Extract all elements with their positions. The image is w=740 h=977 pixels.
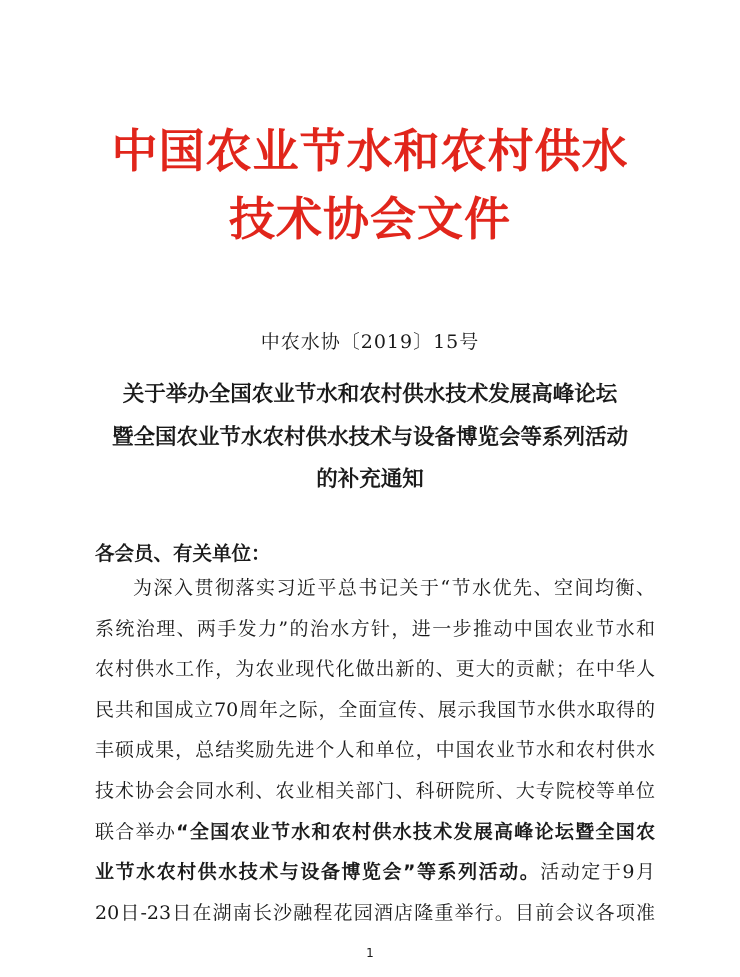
page-number: 1 [366,946,374,960]
document-number: 中农水协〔2019〕15号 [260,331,480,353]
notice-title-line-2: 暨全国农业节水农村供水技术与设备博览会等系列活动 [111,425,628,450]
notice-title-line-1: 关于举办全国农业节水和农村供水技术发展高峰论坛 [122,382,618,407]
event-name-emphasis: 业节水农村供水技术与设备博览会”等系列活动。 [95,861,541,884]
body-line: 系统治理、两手发力”的治水方针，进一步推动中国农业节水和 [95,617,655,640]
body-line: 民共和国成立70周年之际，全面宣传、展示我国节水供水取得的 [95,698,655,721]
body-text-segment: 联合举办 [95,820,177,843]
notice-title-line-3: 的补充通知 [316,467,424,492]
body-line [95,812,655,853]
body-text-segment: 活动定于9月 [540,861,655,884]
body-line: 为深入贯彻落实习近平总书记关于“节水优先、空间均衡、 [133,577,655,599]
salutation: 各会员、有关单位： [95,542,271,565]
body-paragraph [95,568,655,933]
body-line [95,852,655,893]
body-line: 20日-23日在湖南长沙融程花园酒店隆重举行。目前会议各项准 [95,901,655,924]
issuing-org-title-line-2: 技术协会文件 [229,192,511,246]
body-line: 农村供水工作，为农业现代化做出新的、更大的贡献；在中华人 [95,658,655,681]
body-line: 丰硕成果，总结奖励先进个人和单位，中国农业节水和农村供水 [95,739,655,762]
body-line: 技术协会会同水利、农业相关部门、科研院所、大专院校等单位 [95,779,655,802]
issuing-org-title-line-1: 中国农业节水和农村供水 [111,124,629,178]
event-name-emphasis: “全国农业节水和农村供水技术发展高峰论坛暨全国农 [176,820,655,843]
